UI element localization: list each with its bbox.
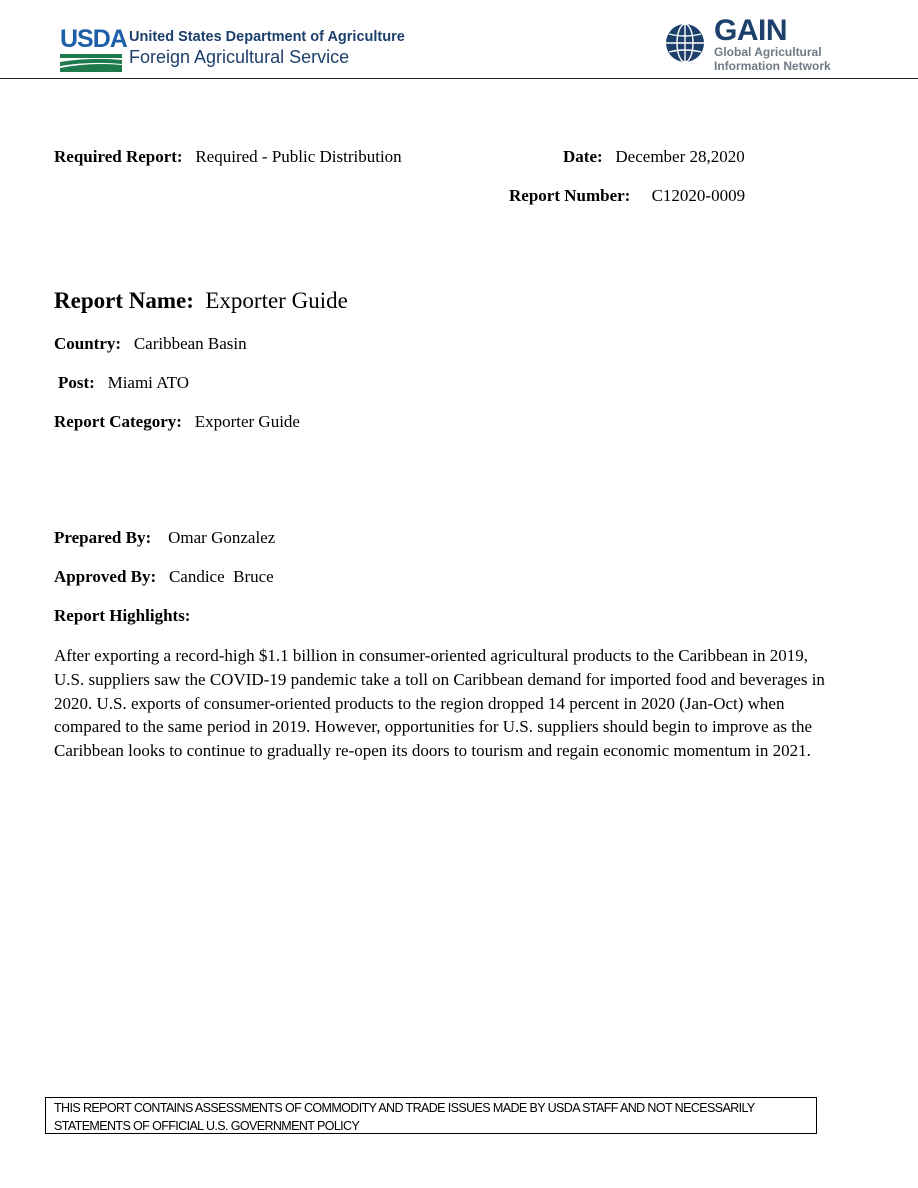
required-report-label: Required Report: — [54, 147, 183, 166]
globe-icon — [664, 22, 706, 64]
date-field — [563, 147, 745, 167]
usda-logo-text: USDA — [60, 25, 127, 53]
post-value: Miami ATO — [107, 373, 189, 392]
disclaimer-box — [45, 1097, 817, 1134]
country-field — [54, 334, 247, 354]
post-field — [58, 373, 189, 393]
approved-by-field — [54, 567, 274, 587]
report-name-label: Report Name: — [54, 288, 194, 313]
report-highlights-text: After exporting a record-high $1.1 billion in consumer-oriented agricultural products to the Caribbean in 2019, U.S. suppliers saw the COVID-19 pandemic take a toll on Caribbean demand for imported food and beverages in 2020. U.S. exports of consumer-oriented products to the region dropped 14 percent in 2020 (Jan-Oct) when compared to the same period in 2019. However, opportunities for U.S. suppliers should begin to improve as the Caribbean looks to continue to gradually re-open its doors to tourism and regain economic momentum in 2021. — [54, 646, 825, 761]
usda-logo-swoosh — [60, 54, 122, 72]
report-category-field — [54, 412, 300, 432]
required-report-field — [54, 147, 402, 167]
report-number-label: Report Number: — [509, 186, 631, 205]
report-name-heading — [54, 288, 348, 314]
approved-by-label: Approved By: — [54, 567, 157, 586]
gain-subtitle-1: Global Agricultural — [714, 45, 822, 59]
report-number-value: C12020-0009 — [651, 186, 746, 205]
prepared-by-value: Omar Gonzalez — [168, 528, 276, 547]
country-value: Caribbean Basin — [133, 334, 247, 353]
department-name: United States Department of Agriculture — [129, 29, 405, 45]
date-label: Date: — [563, 147, 603, 166]
report-highlights-label: Report Highlights: — [54, 606, 191, 625]
required-report-value: Required - Public Distribution — [195, 147, 402, 166]
date-value: December 28,2020 — [615, 147, 745, 166]
post-label: Post: — [58, 373, 95, 392]
report-number-field — [509, 186, 745, 206]
gain-subtitle-2: Information Network — [714, 59, 831, 73]
usda-logo-icon — [60, 25, 127, 72]
report-category-value: Exporter Guide — [194, 412, 300, 431]
country-label: Country: — [54, 334, 122, 353]
approved-by-value: Candice Bruce — [168, 567, 274, 586]
prepared-by-label: Prepared By: — [54, 528, 152, 547]
report-category-label: Report Category: — [54, 412, 182, 431]
gain-title: GAIN — [714, 14, 787, 47]
report-highlights-heading — [54, 606, 190, 626]
header-divider — [0, 78, 918, 79]
agency-name: Foreign Agricultural Service — [129, 47, 350, 67]
report-name-value: Exporter Guide — [205, 288, 348, 313]
prepared-by-field — [54, 528, 275, 548]
disclaimer-line-1: THIS REPORT CONTAINS ASSESSMENTS OF COMMODITY AND TRADE ISSUES MADE BY USDA STAFF AND NOT NECESSARILY — [54, 1101, 755, 1115]
disclaimer-line-2: STATEMENTS OF OFFICIAL U.S. GOVERNMENT POLICY — [54, 1119, 360, 1133]
